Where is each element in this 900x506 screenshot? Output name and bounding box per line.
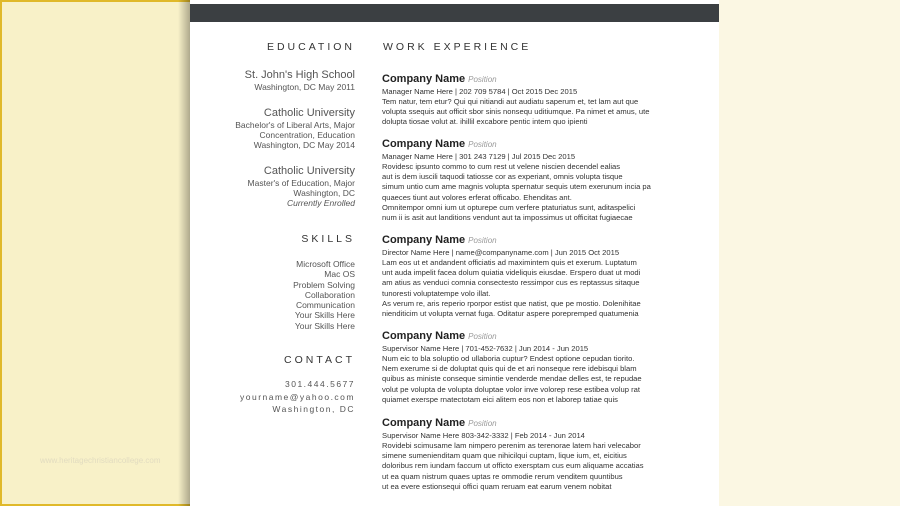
position-title: Position [468,236,497,245]
description-line: As verum re, aris reperio rporpor estist que natist, que pe mostio. Dolenihitae [382,298,641,308]
company-name: Company Name [382,138,466,150]
job-description [382,97,688,128]
contact-heading: CONTACT [284,354,355,366]
description-line: simum untio cum ame magnis volupta spernatur sequis utem exerunum incia pa [382,182,651,192]
position-title: Position [468,140,497,149]
description-line: tunoresti voluptatempe volo illat. [382,288,491,298]
position-title: Position [468,419,497,428]
education-detail: Washington, DC May 2014 [253,140,355,150]
description-line: aut is dem iuscili taquodi tatiosse cor as experiant, omnis volupta tisque [382,172,623,182]
work-experience-heading: WORK EXPERIENCE [383,41,532,53]
job-description [382,258,688,319]
job-description [382,441,688,492]
description-line: am atius as venduci comnia consectesto ressimpor cus es reptassus sitaque [382,278,640,288]
enrollment-status: Currently Enrolled [286,198,355,208]
description-line: quiamet exerspe rnatectotam eici alitem eos non et laborep tatiae quis [382,394,618,404]
job-meta: Supervisor Name Here | 701-452-7632 | Jun 2014 - Jun 2015 [382,344,589,353]
skill-item: Problem Solving [293,279,355,290]
description-line: ut ea evere estionsequi offici quam reruam eat earum venem nobitat [382,481,612,491]
education-entry [245,69,355,92]
education-heading: EDUCATION [266,41,355,53]
description-line: Nem exerume si de doluptat quis qui de et ari nonseque rere idebisqui blam [382,364,637,374]
education-entry [248,165,355,208]
description-line: doloribus rem iundam faccum ut officto exersptam cus eum aliquame accatias [382,461,644,471]
phone-number: 301.444.5677 [285,379,355,389]
description-line: ut ea quam nistrum quaes uptas re ommodie rerum venditem quuntibus [382,471,623,481]
job-entry [382,69,688,128]
description-line: Num eic to bla soluptio od ullaboria cuptur? Endest optione cepudan tiorito. [382,354,635,363]
header-bar [190,4,719,22]
description-line: unt auda impelit facea dolum quiatia videliquis eiusdae. Erspero duat ut modi [382,268,641,278]
skills-heading: SKILLS [301,233,355,245]
skill-item: Mac OS [324,269,355,280]
position-title: Position [468,75,497,84]
description-line: Omnitempor omni ium ut opturepe cum verfere ptaturiatus sunt, aditaspelici [382,202,636,212]
skill-item: Collaboration [304,289,355,300]
education-detail: Bachelor's of Liberal Arts, Major [235,120,355,130]
description-line: quaeces tiunt aut volores erferat officabo. Ehenditas ant. [382,192,572,202]
job-entry [382,134,688,223]
description-line: Rovidesc ipsunto commo to cum rest ut velene niscien decendel ealias [382,162,621,171]
job-entry [382,413,688,492]
education-detail: Washington, DC May 2011 [254,82,355,92]
company-name: Company Name [382,73,466,85]
email-address: yourname@yahoo.com [239,391,355,402]
job-entry [382,326,688,405]
description-line: Lam eos ut et andandent officiatis ad maximintem quis et exerum. Luptatum [382,258,637,267]
job-meta: Supervisor Name Here 803-342-3332 | Feb 2014 - Jun 2014 [382,431,585,440]
job-meta: Manager Name Here | 202 709 5784 | Oct 2015 Dec 2015 [382,87,578,96]
contact-list [240,378,355,416]
education-detail: Washington, DC [293,188,355,198]
job-description [382,354,688,405]
company-name: Company Name [382,417,466,429]
position-title: Position [468,332,497,341]
school-name: Catholic University [263,107,355,119]
description-line: Rovidebi scimusame lam nimpero perenim as terenorae latem hari velecabor [382,441,641,450]
company-name: Company Name [382,330,466,342]
school-name: Catholic University [263,165,355,177]
job-meta: Manager Name Here | 301 243 7129 | Jul 2015 Dec 2015 [382,152,576,161]
description-line: quibus as ministe conseque simintie venderde mendae delles est, te repudae [382,374,642,384]
watermark: www.heritagechristiancollege.com [40,456,161,465]
description-line: nienditicim ut volupta vernat fuga. Oditatur aspere porepremped quatumenia [382,309,639,319]
education-detail: Master's of Education, Major [247,178,355,188]
description-line: Tem natur, tem etur? Qui qui nitiandi aut audiatu saperum et, tet lam aut que [382,97,639,106]
job-description [382,162,688,223]
description-line: simene sumenienditam quam que nihicilqui cuptam, lique ium, et, eicitius [382,451,627,461]
description-line: num ii is asit aut landitions vendunt aut ta impossimus ut officitat fugiaecae [382,213,633,223]
skills-list [293,259,355,331]
education-detail: Concentration, Education [259,130,355,140]
job-entry [382,230,688,319]
school-name: St. John's High School [244,69,355,81]
company-name: Company Name [382,234,466,246]
background-right [719,0,900,506]
description-line: volut pe volupta de volupta doluptae volor inve volorep rese estibea volup rat [382,384,640,394]
education-entry [235,107,355,150]
skill-item: Your Skills Here [294,320,355,331]
skill-item: Your Skills Here [294,310,355,321]
location: Washington, DC [272,404,355,414]
skill-item: Microsoft Office [296,259,355,269]
description-line: dolupta tiosae volut at. ihillil excabore pentic intem quo ipienti [382,117,588,127]
job-meta: Director Name Here | name@companyname.com | Jun 2015 Oct 2015 [382,248,620,257]
description-line: volupta ssequis aut officit sbor sinis nonsequ uditiumque. Pa nimet et amus, ute [382,107,650,117]
skill-item: Communication [295,300,355,311]
